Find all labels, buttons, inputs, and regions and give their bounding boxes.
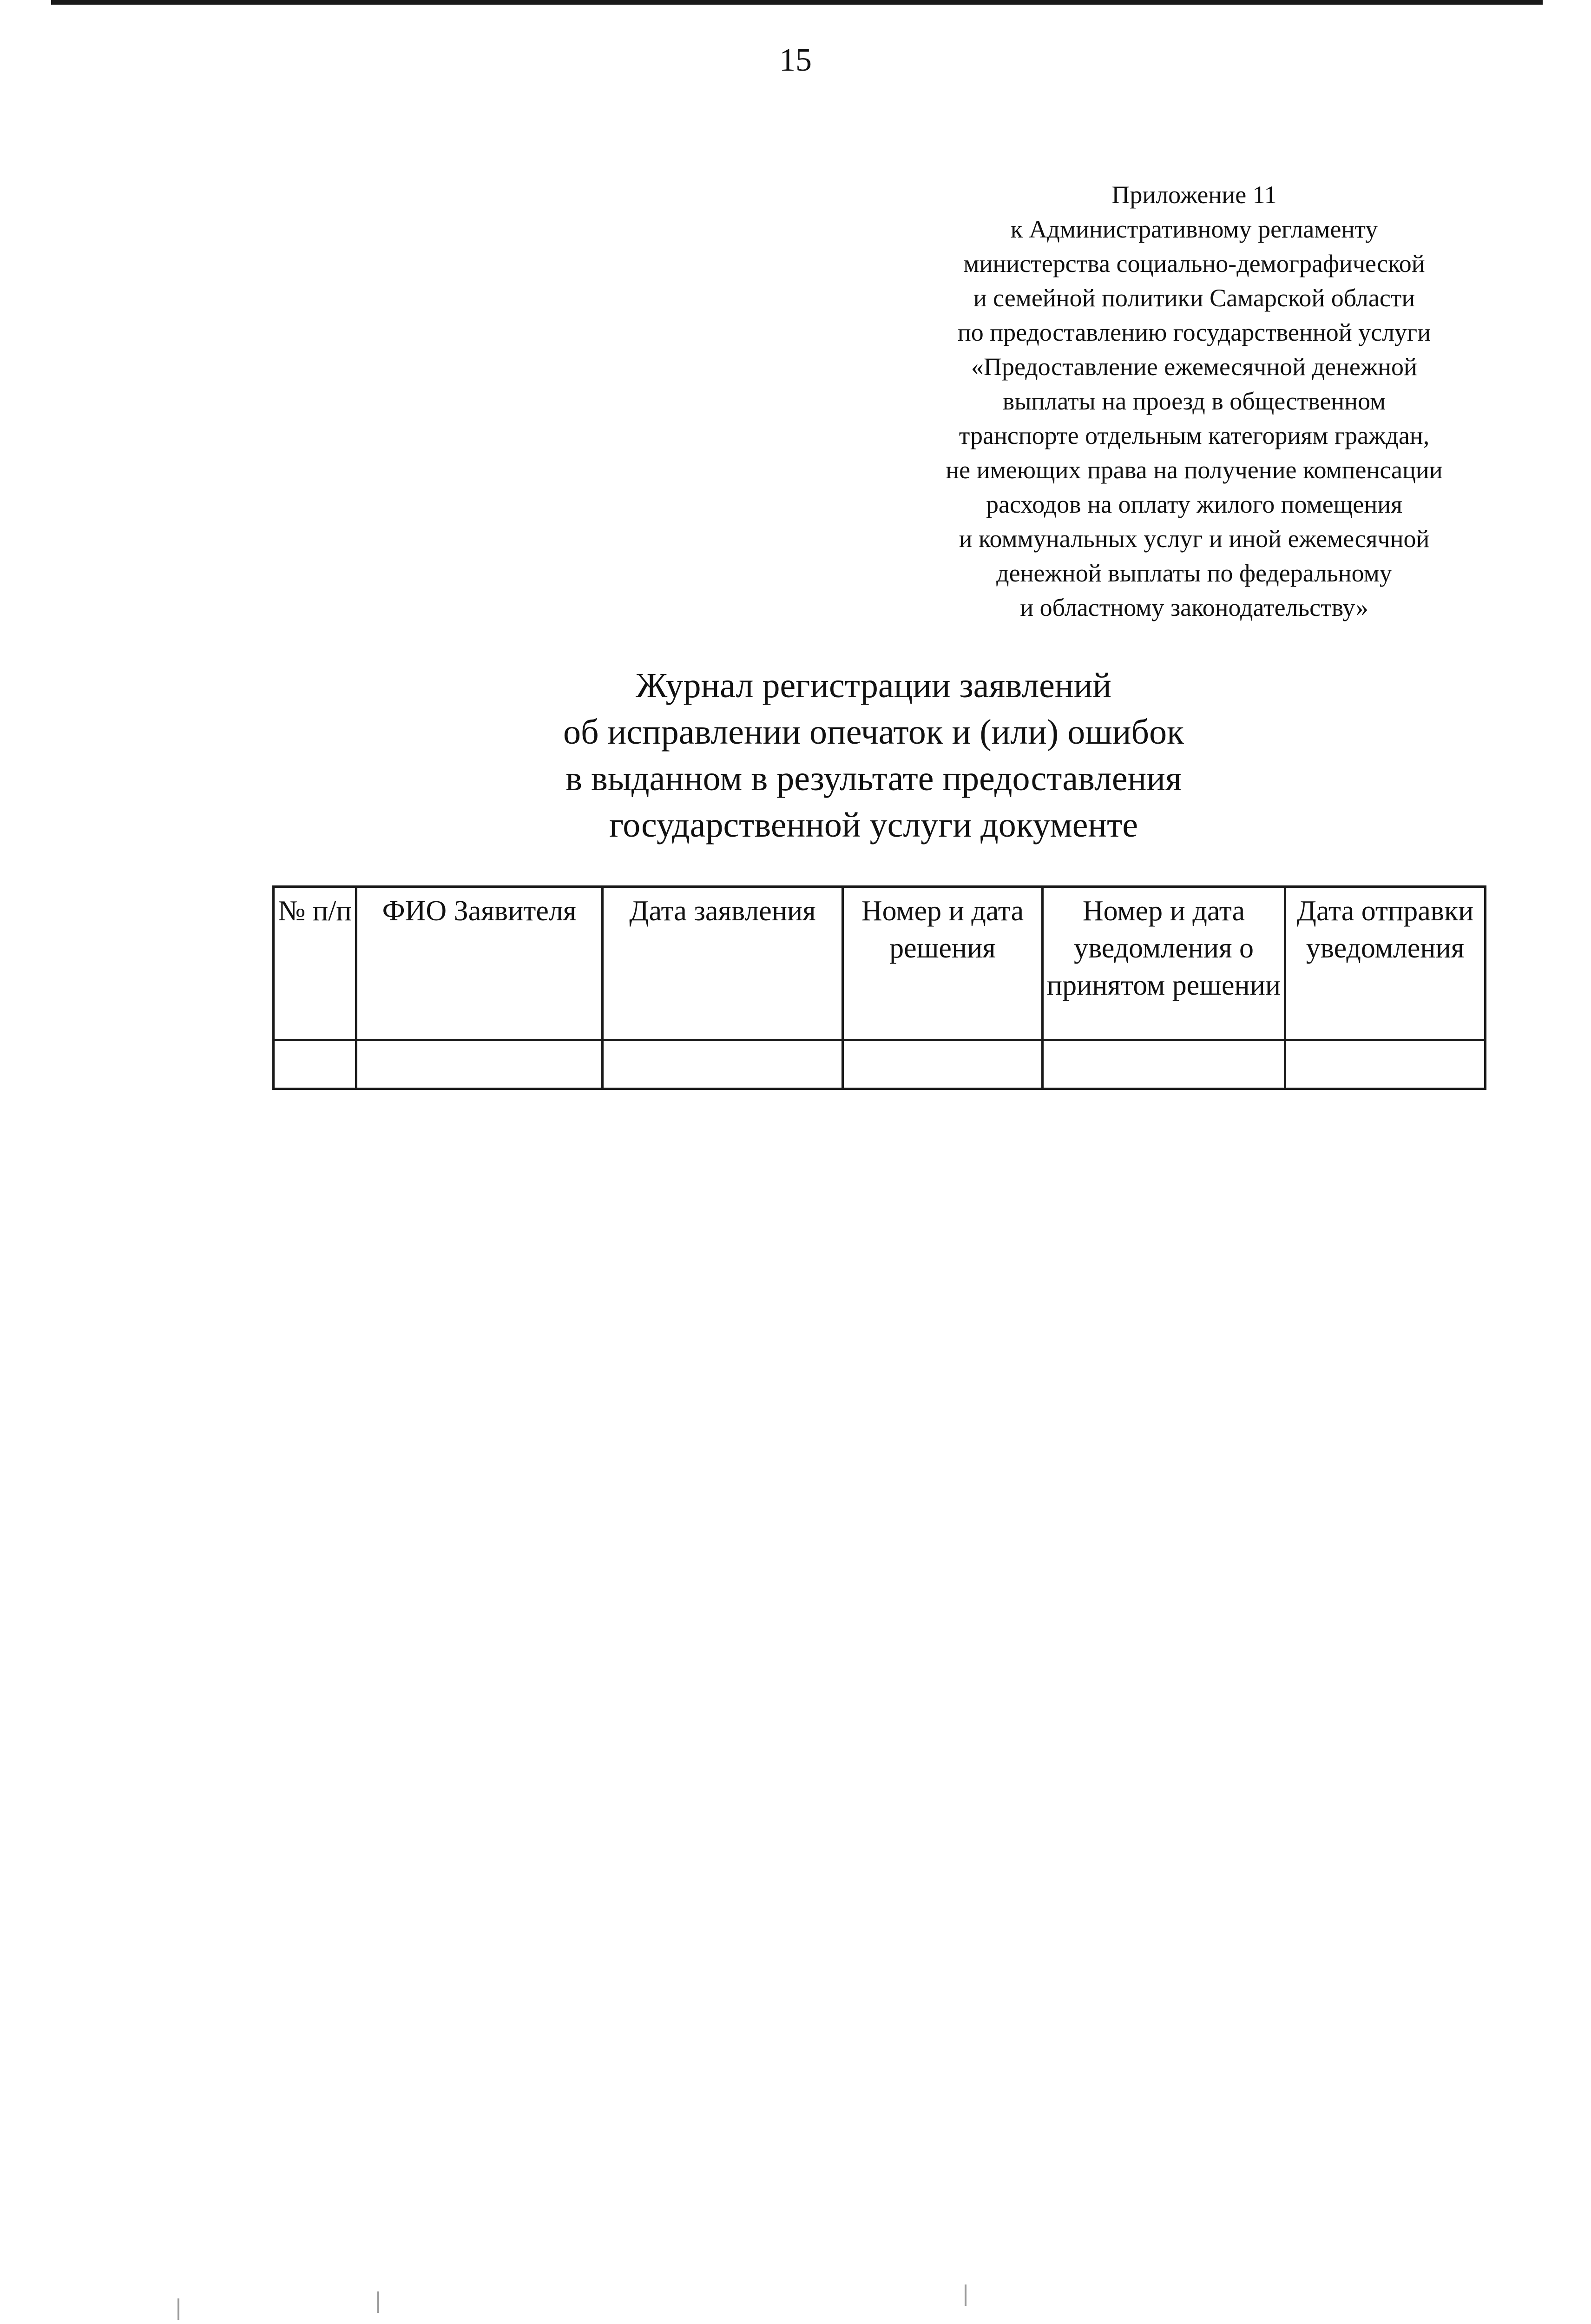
appendix-line: и коммунальных услуг и иной ежемесячной: [959, 525, 1430, 553]
journal-title: [465, 662, 1282, 848]
scan-mark: [965, 2284, 966, 2306]
appendix-line: выплаты на проезд в общественном: [1002, 387, 1386, 415]
table-cell: [356, 1040, 603, 1089]
journal-table: [272, 885, 1486, 1090]
header-applicant-name: ФИО Заявителя: [356, 887, 603, 1040]
header-number: № п/п: [274, 887, 356, 1040]
table-cell: [1285, 1040, 1486, 1089]
appendix-line: денежной выплаты по федеральному: [996, 559, 1392, 587]
appendix-line: «Предоставление ежемесячной денежной: [971, 353, 1417, 381]
title-line: государственной услуги документе: [609, 805, 1138, 845]
table-header-row: [274, 887, 1486, 1040]
appendix-line: министерства социально-демографической: [963, 250, 1425, 277]
appendix-line: и областному законодательству»: [1020, 594, 1368, 621]
header-notification-number-date: Номер и дата уведомления о принятом решении: [1043, 887, 1285, 1040]
table-row: [274, 1040, 1486, 1089]
appendix-line: расходов на оплату жилого помещения: [986, 490, 1402, 518]
appendix-header: [869, 178, 1519, 625]
scan-mark: [178, 2298, 179, 2320]
appendix-line: транспорте отдельным категориям граждан,: [959, 422, 1430, 449]
appendix-line: по предоставлению государственной услуги: [957, 318, 1431, 346]
page-number: 15: [779, 42, 812, 78]
table-cell: [603, 1040, 843, 1089]
scan-mark: [377, 2291, 379, 2313]
scan-top-edge: [51, 0, 1543, 5]
title-line: Журнал регистрации заявлений: [636, 666, 1111, 705]
title-line: об исправлении опечаток и (или) ошибок: [563, 713, 1184, 752]
header-application-date: Дата заявления: [603, 887, 843, 1040]
appendix-line: Приложение 11: [1111, 181, 1277, 209]
table-cell: [274, 1040, 356, 1089]
appendix-line: и семейной политики Самарской области: [973, 284, 1415, 312]
table-cell: [843, 1040, 1043, 1089]
table-cell: [1043, 1040, 1285, 1089]
header-decision-number-date: Номер и дата решения: [843, 887, 1043, 1040]
appendix-line: к Административному регламенту: [1010, 215, 1378, 243]
title-line: в выданном в результате предоставления: [565, 759, 1182, 798]
appendix-line: не имеющих права на получение компенсации: [946, 456, 1443, 484]
header-notification-send-date: Дата отправки уведомления: [1285, 887, 1486, 1040]
